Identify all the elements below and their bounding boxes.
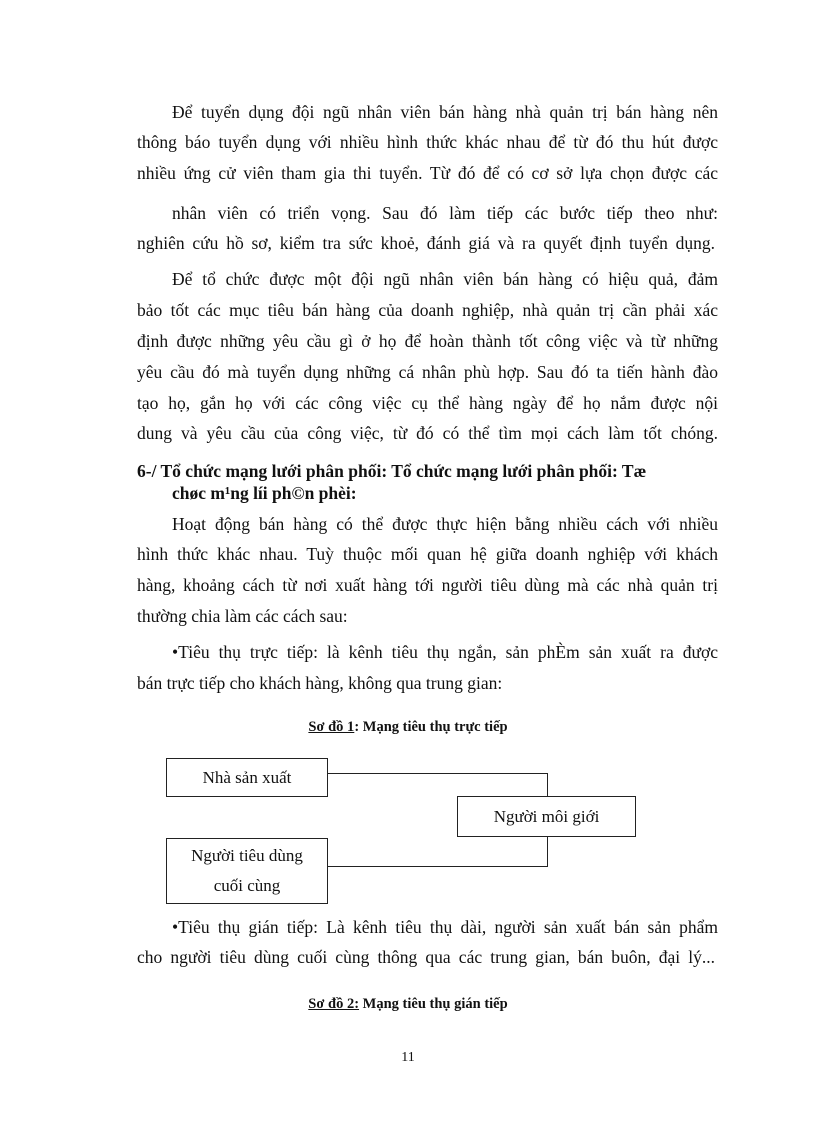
paragraph-3-line-2: hình thức khác nhau. Tuỳ thuộc mối quan hệ giữa doanh nghiệp với khách [137,544,718,564]
bullet-indirect-line-2: cho người tiêu dùng cuối cùng thông qua các trung gian, bán buôn, đại lý... [137,947,715,967]
diagram-1-caption-text: : Mạng tiêu thụ trực tiếp [354,719,508,735]
diagram-1-caption-label: Sơ đồ 1 [308,719,355,735]
box-consumer-label-1: Người tiêu dùng [191,846,303,865]
diagram-2-caption [0,995,816,1013]
section-heading-line-2: chøc m¹ng líi ph©n phèi: [172,483,357,503]
paragraph-2-line-4: yêu cầu đó mà tuyển dụng những cá nhân phù hợp. Sau đó ta tiến hành đào [137,362,718,382]
paragraph-1-line-5: nghiên cứu hồ sơ, kiểm tra sức khoẻ, đánh giá và ra quyết định tuyển dụng. [137,233,715,253]
diagram-1-caption [0,718,816,736]
bullet-direct-line-1: •Tiêu thụ trực tiếp: là kênh tiêu thụ ngắn, sản phÈm sản xuất ra được [172,642,718,662]
box-producer-label: Nhà sản xuất [202,767,292,787]
connector-producer-broker-v [547,773,548,797]
diagram-2-caption-text: Mạng tiêu thụ gián tiếp [359,996,508,1012]
box-broker-label: Người môi giới [493,806,600,826]
paragraph-1-line-4: nhân viên có triển vọng. Sau đó làm tiếp các bước tiếp theo như: [172,203,718,223]
box-consumer-label-2: cuối cùng [213,876,281,895]
page-number: 11 [401,1050,415,1065]
connector-broker-consumer-v [547,836,548,867]
paragraph-2-line-6: dung và yêu cầu của công việc, từ đó có thể tìm mọi cách làm tốt chóng. [137,423,718,443]
paragraph-3-line-4: thường chia làm các cách sau: [137,606,348,626]
paragraph-2-line-3: định được những yêu cầu gì ở họ để hoàn thành tốt công việc và từ những [137,331,718,351]
bullet-direct-line-2: bán trực tiếp cho khách hàng, không qua trung gian: [137,673,503,693]
box-producer [166,758,328,797]
box-broker [457,796,636,837]
bullet-indirect-line-1: •Tiêu thụ gián tiếp: Là kênh tiêu thụ dài, người sản xuất bán sản phẩm [172,917,718,937]
connector-broker-consumer-h [327,866,548,867]
paragraph-1-line-1: Để tuyển dụng đội ngũ nhân viên bán hàng nhà quản trị bán hàng nên [172,102,718,122]
connector-producer-broker-h [327,773,548,774]
section-heading-line-1: 6-/ Tổ chức mạng lưới phân phối: Tổ chức mạng lưới phân phối: Tæ [137,461,647,481]
paragraph-1-line-2: thông báo tuyển dụng với nhiều hình thức khác nhau để từ đó thu hút được [137,132,718,152]
box-consumer [166,838,328,904]
diagram-2-caption-label: Sơ đồ 2: [308,996,360,1012]
paragraph-2-line-5: tạo họ, gắn họ với các công việc cụ thể hàng ngày để họ nắm được nội [137,393,718,413]
paragraph-3-line-1: Hoạt động bán hàng có thể được thực hiện bằng nhiều cách với nhiều [172,514,718,534]
paragraph-2-line-2: bảo tốt các mục tiêu bán hàng của doanh nghiệp, nhà quản trị cần phải xác [137,300,718,320]
paragraph-1-line-3: nhiều ứng cử viên tham gia thi tuyển. Từ đó để có cơ sở lựa chọn được các [137,163,718,183]
paragraph-2-line-1: Để tổ chức được một đội ngũ nhân viên bán hàng có hiệu quả, đảm [172,269,718,289]
paragraph-3-line-3: hàng, khoảng cách từ nơi xuất hàng tới người tiêu dùng mà các nhà quản trị [137,575,718,595]
